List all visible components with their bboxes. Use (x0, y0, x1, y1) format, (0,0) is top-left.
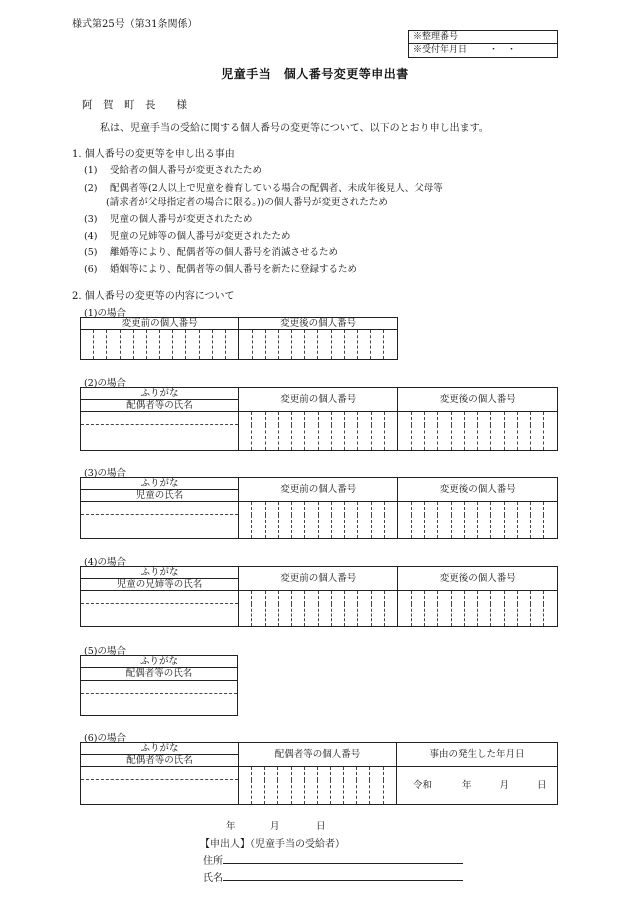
digit-cell[interactable] (531, 412, 544, 451)
digit-cell[interactable] (517, 591, 530, 627)
digit-cell[interactable] (330, 767, 343, 805)
digit-cell[interactable] (438, 502, 451, 539)
digit-cell[interactable] (358, 591, 371, 627)
digit-cell[interactable] (94, 330, 107, 360)
digit-cell[interactable] (517, 412, 530, 451)
digit-cell[interactable] (252, 767, 265, 805)
footer-year: 年 (226, 821, 236, 832)
digit-cell[interactable] (199, 330, 212, 360)
date-part-d: 日 (537, 779, 547, 791)
date-part-era: 令和 (413, 779, 433, 791)
digit-cell[interactable] (425, 591, 438, 627)
header-after: 変更後の個人番号 (239, 318, 398, 330)
addressee: 阿 賀 町 長 様 (82, 99, 187, 111)
digit-cell[interactable] (107, 330, 120, 360)
digit-cell[interactable] (265, 767, 278, 805)
digit-cell[interactable] (544, 502, 558, 539)
digit-cell[interactable] (239, 502, 252, 539)
digit-cell[interactable] (239, 412, 252, 451)
digit-cell[interactable] (318, 412, 331, 451)
digit-cell[interactable] (252, 591, 265, 627)
kana-header: ふりがな (81, 388, 239, 400)
kana-header: ふりがな (81, 743, 239, 755)
digit-cell[interactable] (464, 502, 477, 539)
digit-cell[interactable] (331, 330, 344, 360)
digit-cell[interactable] (478, 502, 491, 539)
digit-cell[interactable] (384, 412, 398, 451)
case3-label: (3)の場合 (84, 468, 126, 479)
digit-cell[interactable] (398, 502, 411, 539)
header-before: 変更前の個人番号 (239, 567, 398, 591)
case1-table (80, 317, 398, 360)
digit-cell[interactable] (133, 330, 146, 360)
digit-cell[interactable] (371, 412, 384, 451)
intro-text: 私は、児童手当の受給に関する個人番号の変更等について、以下のとおり申し出ます。 (100, 123, 489, 134)
digit-cell[interactable] (411, 412, 424, 451)
digit-cell[interactable] (292, 591, 305, 627)
digit-cell[interactable] (491, 412, 504, 451)
date-part-y: 年 (462, 779, 472, 791)
kana-header: ふりがな (81, 478, 239, 490)
digit-cell[interactable] (491, 502, 504, 539)
digit-cell[interactable] (305, 591, 318, 627)
digit-cell[interactable] (292, 502, 305, 539)
digit-cell[interactable] (451, 502, 464, 539)
header-before: 変更前の個人番号 (81, 318, 239, 330)
registry-received-date: ※受付年月日 ・ ・ (413, 45, 517, 55)
digit-cell[interactable] (371, 330, 384, 360)
digit-cell[interactable] (491, 591, 504, 627)
digit-cell[interactable] (304, 767, 317, 805)
name-input[interactable] (81, 780, 239, 805)
digit-cell[interactable] (358, 412, 371, 451)
case6-table (80, 742, 558, 805)
name-header: 配偶者等の氏名 (81, 668, 238, 681)
digit-cell[interactable] (265, 502, 278, 539)
digit-cell[interactable] (305, 502, 318, 539)
digit-cell[interactable] (370, 767, 383, 805)
registry-number: ※整理番号 (409, 31, 557, 44)
digit-cell[interactable] (384, 330, 398, 360)
kana-input[interactable] (81, 681, 238, 694)
digit-cell[interactable] (252, 412, 265, 451)
case5-table (80, 655, 238, 716)
digit-cell[interactable] (278, 412, 291, 451)
case2-label: (2)の場合 (84, 378, 126, 389)
digit-cell[interactable] (225, 330, 238, 360)
digit-cell[interactable] (544, 412, 558, 451)
digit-cell[interactable] (478, 591, 491, 627)
digit-cell[interactable] (357, 767, 370, 805)
reason-item: (1) 受給者の個人番号が変更されたため (84, 165, 263, 176)
digit-cell[interactable] (186, 330, 199, 360)
case2-table (80, 387, 558, 451)
header-after: 変更後の個人番号 (398, 478, 558, 502)
digit-cell[interactable] (292, 330, 305, 360)
header-after: 変更後の個人番号 (398, 567, 558, 591)
digit-cell[interactable] (344, 330, 357, 360)
kana-input[interactable] (81, 502, 239, 515)
digit-cell[interactable] (358, 502, 371, 539)
digit-cell[interactable] (173, 330, 186, 360)
digit-cell[interactable] (438, 412, 451, 451)
reason-item: (6) 婚姻等により、配偶者等の個人番号を新たに登録するため (84, 264, 358, 275)
footer-month: 月 (270, 821, 280, 832)
digit-cell[interactable] (478, 412, 491, 451)
digit-cell[interactable] (212, 330, 225, 360)
digit-cell[interactable] (239, 767, 252, 805)
kana-header: ふりがな (81, 656, 238, 668)
case5-label: (5)の場合 (84, 646, 126, 657)
digit-cell[interactable] (345, 412, 358, 451)
reason-item: (請求者が父母指定者の場合に限る。))の個人番号が変更されたため (106, 197, 388, 208)
reason-item: (4) 児童の兄姉等の個人番号が変更されたため (84, 231, 291, 242)
occurrence-date-field[interactable] (397, 767, 558, 805)
name-input[interactable] (81, 604, 239, 627)
digit-cell[interactable] (357, 330, 370, 360)
digit-cell[interactable] (278, 591, 291, 627)
digit-cell[interactable] (291, 767, 304, 805)
case4-table (80, 566, 558, 627)
section2-heading: 2. 個人番号の変更等の内容について (72, 291, 235, 302)
name-header: 配偶者等の氏名 (81, 755, 239, 767)
digit-cell[interactable] (317, 767, 330, 805)
digit-cell[interactable] (292, 412, 305, 451)
digit-cell[interactable] (318, 330, 331, 360)
digit-cell[interactable] (345, 502, 358, 539)
kana-input[interactable] (81, 767, 239, 780)
digit-cell[interactable] (504, 591, 517, 627)
digit-cell[interactable] (425, 502, 438, 539)
date-part-m: 月 (499, 779, 510, 791)
digit-cell[interactable] (252, 330, 265, 360)
digit-cell[interactable] (464, 591, 477, 627)
address-label: 住所 (203, 856, 223, 867)
digit-cell[interactable] (398, 412, 411, 451)
digit-cell[interactable] (146, 330, 159, 360)
name-header: 児童の氏名 (81, 490, 239, 502)
digit-cell[interactable] (331, 502, 344, 539)
applicant-label: 【申出人】（児童手当の受給者） (200, 839, 345, 850)
digit-cell[interactable] (305, 412, 318, 451)
digit-cell[interactable] (239, 591, 252, 627)
kana-input[interactable] (81, 412, 239, 425)
digit-cell[interactable] (318, 591, 331, 627)
digit-cell[interactable] (331, 591, 344, 627)
digit-cell[interactable] (398, 591, 411, 627)
digit-cell[interactable] (451, 412, 464, 451)
name-header: 配偶者等の氏名 (81, 400, 239, 412)
digit-cell[interactable] (384, 591, 398, 627)
page-title: 児童手当 個人番号変更等申出書 (221, 67, 409, 81)
digit-cell[interactable] (239, 330, 252, 360)
kana-header: ふりがな (81, 567, 239, 579)
name-input[interactable] (81, 694, 238, 716)
digit-cell[interactable] (318, 502, 331, 539)
digit-cell[interactable] (531, 591, 544, 627)
digit-cell[interactable] (411, 502, 424, 539)
digit-cell[interactable] (265, 591, 278, 627)
case4-label: (4)の場合 (84, 557, 126, 568)
digit-cell[interactable] (305, 330, 318, 360)
digit-cell[interactable] (411, 591, 424, 627)
form-code: 様式第25号（第31条関係） (72, 19, 198, 30)
digit-cell[interactable] (544, 591, 558, 627)
digit-cell[interactable] (438, 591, 451, 627)
digit-cell[interactable] (383, 767, 396, 805)
case6-label: (6)の場合 (84, 733, 126, 744)
digit-cell[interactable] (278, 767, 291, 805)
digit-cell[interactable] (531, 502, 544, 539)
digit-cell[interactable] (278, 330, 291, 360)
registry-box (408, 30, 558, 58)
digit-cell[interactable] (278, 502, 291, 539)
digit-cell[interactable] (265, 412, 278, 451)
header-before: 変更前の個人番号 (239, 388, 398, 412)
header-number: 配偶者等の個人番号 (239, 743, 397, 767)
case1-label: (1)の場合 (84, 308, 126, 319)
digit-cell[interactable] (265, 330, 278, 360)
reason-item: (5) 離婚等により、配偶者等の個人番号を消滅させるため (84, 247, 339, 258)
reason-item: (2) 配偶者等(2人以上で児童を養育している場合の配偶者、未成年後見人、父母等 (84, 183, 443, 194)
header-after: 変更後の個人番号 (398, 388, 558, 412)
digit-cell[interactable] (384, 502, 398, 539)
digit-cell[interactable] (331, 412, 344, 451)
case3-table (80, 477, 558, 539)
digit-cell[interactable] (451, 591, 464, 627)
header-date: 事由の発生した年月日 (397, 743, 558, 767)
digit-cell[interactable] (504, 502, 517, 539)
digit-cell[interactable] (371, 502, 384, 539)
digit-cell[interactable] (120, 330, 133, 360)
section1-heading: 1. 個人番号の変更等を申し出る事由 (72, 149, 235, 160)
kana-input[interactable] (81, 591, 239, 604)
name-header: 児童の兄姉等の氏名 (81, 579, 239, 591)
reason-item: (3) 児童の個人番号が変更されたため (84, 214, 253, 225)
name-label: 氏名 (203, 873, 223, 884)
address-line[interactable] (223, 863, 463, 864)
digit-cell[interactable] (344, 767, 357, 805)
name-input[interactable] (81, 515, 239, 539)
digit-cell[interactable] (345, 591, 358, 627)
header-before: 変更前の個人番号 (239, 478, 398, 502)
digit-cell[interactable] (371, 591, 384, 627)
digit-cell[interactable] (464, 412, 477, 451)
name-input[interactable] (81, 425, 239, 451)
digit-cell[interactable] (160, 330, 173, 360)
digit-cell[interactable] (252, 502, 265, 539)
digit-cell[interactable] (504, 412, 517, 451)
footer-day: 日 (316, 821, 326, 832)
digit-cell[interactable] (517, 502, 530, 539)
name-line[interactable] (223, 880, 463, 881)
digit-cell[interactable] (425, 412, 438, 451)
digit-cell[interactable] (81, 330, 94, 360)
